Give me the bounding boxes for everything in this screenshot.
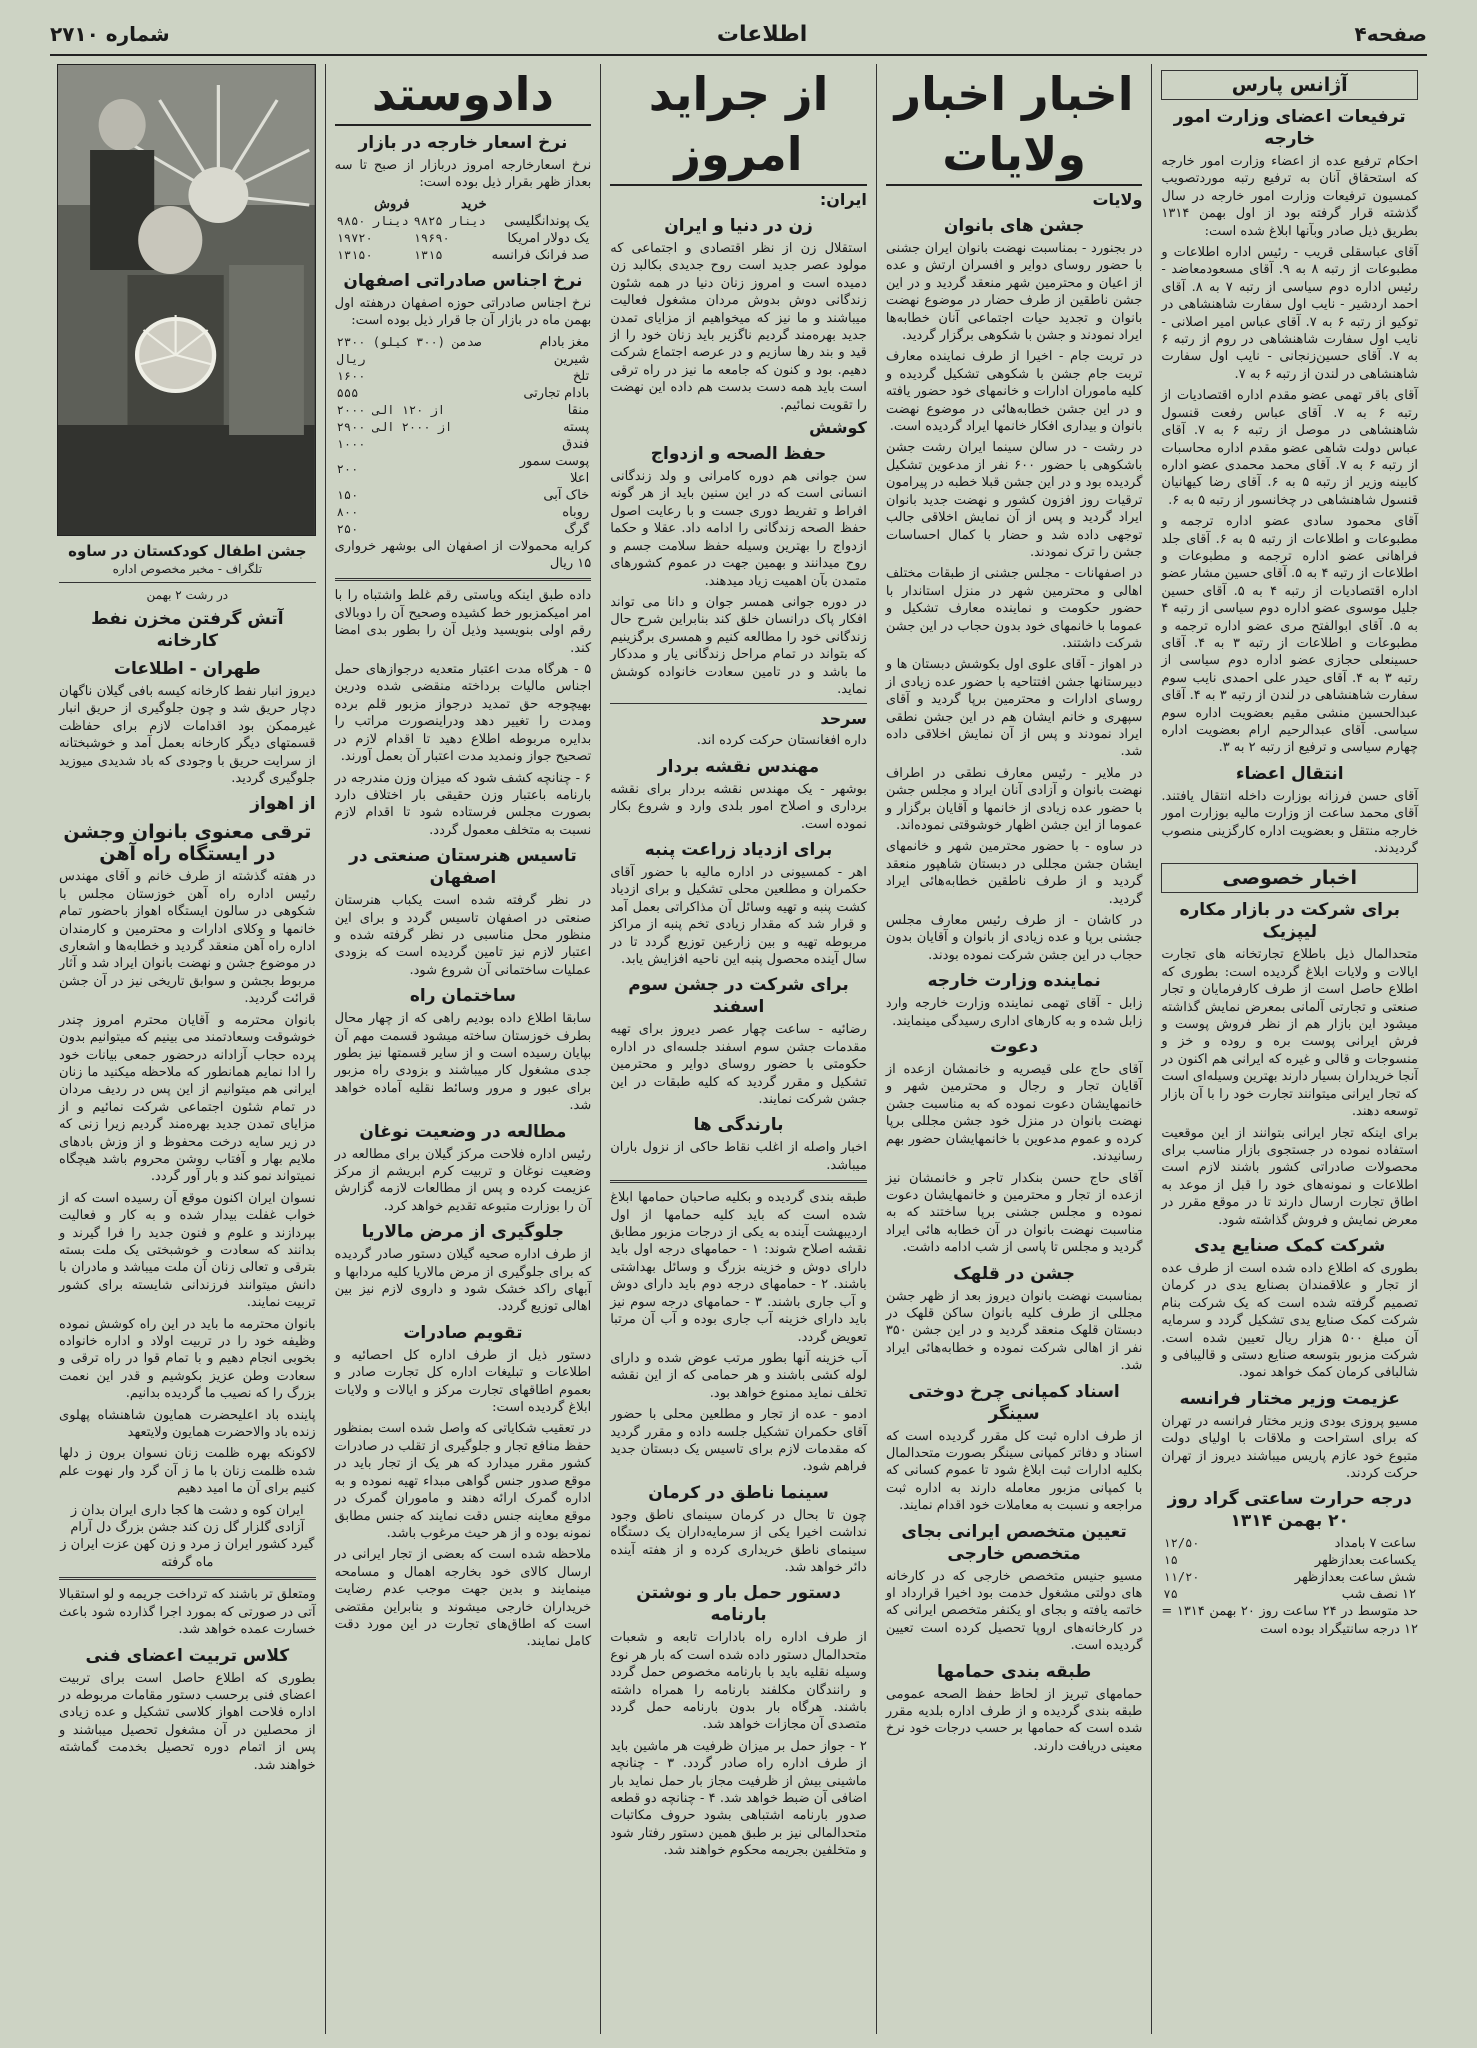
divider — [335, 578, 592, 581]
article-text: استقلال زن از نظر اقتصادی و اجتماعی که مولود عصر جدید است روح جدیدی بکالبد زن دمیده است و امروز زنان دنیا در همه شئون زندگانی دوش بدوش مردان مشغول فعالیت میباشند و ما نیز که میخواهیم از مزایای تمدن جدید بهره‌مند گردیم ناگزیر باید زنان خود را از قید و بند رها سازیم و در عرصه اجتماع شرکت دهیم. بود و کنون که جامعه ما نیز در راه ترقی است باید همه دست بدست هم داده این نهضت را تقویت نمائیم. — [610, 241, 867, 413]
article-text: در رشت - در سالن سینما ایران رشت جشن باشکوهی با حضور ۶۰۰ نفر از مدعوین تشکیل گردیده بود و در این جشن قبلا خطبه در پیرامون ترقیات روز افزون کشور و نهضت جدید بانوان ایراد گردید و پس از آن نمایش اخلاقی جالب توجهی داده شد و حضار با کمال احساسات جشن را ترک نمودند. — [885, 440, 1143, 560]
table-row: یکساعت بعدازظهر ۱۵ — [1163, 1553, 1416, 1569]
table-row: شش ساعت بعدازظهر ۱۱/۲۰ — [1163, 1570, 1416, 1586]
article-text: در تعقیب شکایاتی که واصل شده است بمنظور حفظ منافع تجار و جلوگیری از تقلب در صادرات کشور مقرر میدارد که هر یک از تجار باید در موقع صدور جنس گواهی مبداء تهیه نموده و به اداره گمرک ارائه دهند و ماموران گمرک در موقع معاینه جنس دقت نمایند که جنس مطابق نمونه بوده و از هر حیث مرغوب باشد. — [334, 1421, 592, 1541]
article-text: ۶ - چنانچه کشف شود که میزان وزن مندرجه در بارنامه باعتبار وزن حقیقی بار اختلاف دارد بصورت مجلس فرستاده شود تا اقدام لازم نسبت به متخلف معمول گردد. — [334, 770, 592, 838]
table-row: خاک آبی ۱۵۰ — [336, 487, 590, 503]
headline-tehran-news: طهران - اطلاعات — [113, 659, 261, 679]
headline-industrial-school: تاسیس هنرستان صنعتی در اصفهان — [349, 846, 577, 889]
table-row: یک دولار امریکا ۱۹۶۹۰ ۱۹۷۲۰ — [336, 230, 590, 246]
table-row: یک پوندانگلیسی ۹۸۲۵ دینار ۹۸۵۰ دینار — [336, 213, 590, 229]
headline-temperature: درجه حرارت ساعتی گراد روز ۲۰ بهمن ۱۳۱۴ — [1167, 1489, 1412, 1532]
table-row: پوست سمور اعلا ۲۰۰ — [336, 453, 590, 486]
headline-rainfall: بارندگی ها — [693, 1115, 784, 1136]
article-text: بانوان محترمه ما باید در این راه کوشش نموده وظیفه خود را در تربیت اولاد و اداره خانواده بخوبی انجام دهیم و با تمام قوا در راه ترقی و سعادت وطن عزیز بکوشیم و قدر این نعمت بزرگ را که نصیب ما گردیده بدانیم. — [59, 1316, 316, 1402]
article-text: در ساوه - با حضور محترمین شهر و خانمهای ایشان جشن مجللی در دبستان شاهپور منعقد گردید و از طرف ناطقین خطابه‌هائی ایراد گردید. — [885, 839, 1143, 907]
article-text: آقای باقر تهمی عضو مقدم اداره اقتصادیات از رتبه ۶ به ۷. آقای عباس رفعت قنسول شاهنشاهی در موصل از رتبه ۶ به ۷. آقای عباس دولت شاهی عضو مقدم اداره محاسبات از رتبه ۶ به ۷. آقای محمد محمدی عضو اداره کابینه وزیر از رتبه ۵ به ۶. آقای رضا کیهانیان قنسول شاهنشاهی در چخانسور از رتبه ۵ به ۶. — [1161, 388, 1419, 508]
dateline: در رشت ۲ بهمن — [146, 588, 229, 602]
article-text: اهر - کمسیونی در اداره مالیه با حضور آقای حکمران و مطلعین محلی تشکیل و برای ازدیاد کشت پنبه و تهیه وسائل آن مذاکراتی بعمل آمد و قرار شد که مقدار زیادی تخم پنبه از مراکز مربوطه تهیه و بین زارعین توزیع گردد تا در سال آینده محصول پنبه این ناحیه افزایش یابد. — [610, 864, 867, 967]
section-label: ولایات — [1092, 190, 1143, 209]
photo-illustration — [58, 65, 315, 535]
article-text: در نظر گرفته شده است یکباب هنرستان صنعتی در اصفهان تاسیس گردد و برای این منظور محل مناسبی در نظر گرفته شده و اعتبار لازم نیز تامین گردیده است که بزودی عملیات ساختمانی آن شروع شود. — [334, 893, 592, 978]
table-row: منقا از ۱۲۰ الی ۲۰۰۰ — [336, 402, 590, 418]
article-text: در تربت جام - اخیرا از طرف نماینده معارف تربت جام جشن با شکوهی تشکیل گردیده و کلیه ماموران ادارات و خانمهای خود حضور یافته و در این جشن خطابه‌هائی در موضوع نهضت بانوان و بیداری افکار خانمها ایراد گردیده است. — [885, 349, 1143, 435]
section-label: ایران: — [819, 190, 867, 209]
headline-kerman-cinema: سینما ناطق در کرمان — [648, 1482, 829, 1503]
section-masthead-trade: دادوستد — [335, 64, 592, 126]
paper-name: اطلاعات — [716, 21, 808, 47]
article-text: آب خزینه آنها بطور مرتب عوض شده و دارای لوله کشی باشند و هر حمامی که از این نقشه تخلف نماید ممنوع خواهد بود. — [610, 1350, 867, 1401]
goods-price-table — [335, 334, 592, 538]
article-text: آقای محمود سادی عضو اداره ترجمه و مطبوعات و اطلاعات از رتبه ۵ به ۶. آقای جلد فراهانی عضو اداره ترجمه و مطبوعات و اطلاعات از رتبه ۴ به ۵. آقای حسین مشار عضو اداره اقتصادیات از رتبه ۴ به ۵. آقای حسین جلیل موسوی عضو اداره دوم سیاسی از رتبه ۴ به ۵. آقای ابوالفتح مری عضو اداره ترجمه و مطبوعات و اطلاعات از رتبه ۳ به ۴. آقای حسینعلی حجازی عضو اداره دوم سیاسی از رتبه ۳ به ۴. آقای حیدر علی احمدی نایب سوم سفارت شاهنشاهی در لندن از رتبه ۳ به ۴. آقای عبدالحسین منشی مقیم بعضویت اداره سوم سیاسی. آقای عبدالرحیم ارام بعضویت اداره چهارم سیاسی و ترفیع از رتبه ۲ به ۳. — [1161, 514, 1419, 756]
article-text: در هفته گذشته از طرف خانم و آقای مهندس رئیس اداره راه آهن خوزستان مجلس با شکوهی در سالون ایستگاه اهواز باحضور تمام خانمها و وکلای ادارات و محترمین و کارمندان اداره راه آهن منعقد گردید و خطابه‌ها و اشعاری در موضوع جشن و نهضت بانوان ایراد شد و آثار مربوط بجشن و سوابق تاریخی نیز در آن جشن قرائت گردید. — [59, 869, 316, 1007]
headline-singer: اسناد کمپانی چرخ دوختی سینگر — [908, 1381, 1120, 1424]
headline-invitation: دعوت — [990, 1037, 1039, 1058]
issue-number: شماره ۲۷۱۰ — [50, 22, 170, 46]
article-text: نرخ اسعارخارجه امروز دربازار از صبح تا سه بعداز ظهر بقرار ذیل بوده است: — [334, 158, 592, 191]
article-text: در دوره جوانی همسر جوان و دانا می تواند افکار پاک درانسان خلق کند بنابراین شرح حال زندگانی خود را مطالعه کنیم و همسری برگزینیم که بتواند در تمام مراحل زندگانی یار و مددکار ما باشد و در تامین سعادت خانواده کوشش نماید. — [610, 594, 867, 697]
divider — [59, 1577, 316, 1580]
headline-technical-class: کلاس تربیت اعضای فنی — [85, 1645, 290, 1666]
article-text: سن جوانی هم دوره کامرانی و ولد زندگانی انسانی است که در این سنین باید از هر گونه افراط و تفریط دوری جست و با رعایت اصول حفظ الصحه زندگانی را ادامه داد. عقلا و حکما ازدواج را بهترین وسیله حفظ سلامت جسم و روح میدانند و بهمین جهت در عموم کشورهای متمدن بآن اهمیت زیاد میدهند. — [610, 469, 867, 589]
table-row: پسته از ۲۰۰۰ الی ۲۹۰۰ — [336, 419, 590, 435]
article-text: آقای حسن فرزانه بوزارت داخله انتقال یافتند. آقای محمد ساعت از وزارت مالیه بوزارت امور خارجه منتقل و بعضویت اداره کارگزینی منصوب گردیدند. — [1161, 788, 1418, 857]
headline-oil-depot-fire: آتش گرفتن مخزن نفط کارخانه — [91, 609, 284, 651]
photo-credit: تلگراف - مخبر مخصوص اداره — [112, 562, 263, 576]
table-row: فندق ۱۰۰۰ — [336, 436, 590, 452]
article-text: ۵ - هرگاه مدت اعتبار متعدیه درجوازهای حمل اجناس مالیات برداخته منقضی شده ودرین بهیچوجه حق تمدید درجواز مزبور قلم برده ومدت را تغییر دهد ودراینصورت مراتب را بدایره مربوطه اطلاع دهید تا اقدام لازم در تصحیح جواز ونمدید مدت اعتبار آن بعمل آورند. — [334, 662, 592, 765]
kindergarten-photo — [57, 64, 316, 536]
article-text: آقای حاج حسن بنکدار تاجر و خانمشان نیز ازعده از تجار و محترمین و خانمهایشان دعوت نموده و مجلس جشنی برپا ساختند که به مناسبت نهضت بانوان در آن خطابه هائی ایراد گردید و مجلس تا پاسی از شب ادامه داشت. — [885, 1170, 1143, 1256]
headline-french-minister: عزیمت وزیر مختار فرانسه — [1179, 1388, 1400, 1409]
page-header — [50, 14, 1427, 56]
columns — [50, 64, 1427, 2034]
temperature-table — [1161, 1535, 1418, 1603]
article-text: دستور ذیل از طرف اداره کل احصائیه و اطلاعات و تبلیغات اداره کل تجارت صادر و بعموم اطاقهای تجارت مرکز و ایالات و ولایات ابلاغ گردیده است: — [334, 1347, 592, 1416]
page-label: صفحه۴ — [1354, 22, 1427, 46]
column-trade — [325, 64, 601, 2034]
article-text: ۲ - جواز حمل بر میزان ظرفیت هر ماشین باید از طرف اداره راه صادر گردد. ۳ - چنانچه ماشینی بیش از ظرفیت مجاز بار حمل نماید بار اضافی آن ضبط خواهد شد. ۴ - چنانچه دو قطعه صدور بارنامه اشتباهی بشود حروف مکاتبات متحدالمالی نیز بر طبق همین دستور رفتار شود و متخلفین بجریمه محکوم خواهند شد. — [610, 1738, 867, 1859]
article-text: آقای حاج علی قیصریه و خانمشان ازعده از آقایان تجار و رجال و محترمین شهر و خانمهایشان دعوت نموده که به مناسبت جشن نهضت بانوان در منزل خود جشن مجللی برپا کرده و عموم مدعوین با خانمهایشان حضور بهم رسانیدند. — [885, 1062, 1143, 1165]
article-text: متحدالمال ذیل باطلاع تجارتخانه های تجارت ایالات و ولایات ابلاغ گردیده است: بطوری که اطلاع حاصل است از طرف کارفرمایان و تجار صنعتی و تجارتی آلمانی بمعرض نمایش گذاشته میشود این بازار هم از نظر فروش پوست و فرش ایرانی پوست بره و روده و خز و منسوجات و قالی و غیره که ایرانی هم اکنون در آنجا خریداران بسیار دارند بهترین وسیله‌ای است که تجار ایرانی میتوانند تجارت خود را با آن بازار توسعه دهند. — [1161, 947, 1418, 1120]
section-masthead-press: از جراید امروز — [610, 64, 867, 186]
source-label: سرحد — [820, 709, 867, 729]
article-text: دیروز انبار نفط کارخانه کیسه بافی گیلان ناگهان دچار حریق شد و چون جلوگیری از حریق انبار غیرممکن بود اقدامات لازم برای حفاظت قسمتهای دیگر کارخانه بعمل آمد و خوشبختانه از سرایت حریق با وجودی که باد شدیدی میوزید جلوگیری گردید. — [59, 684, 316, 787]
headline-handicraft-company: شرکت کمک صنایع یدی — [1194, 1235, 1386, 1256]
article-text: سابقا اطلاع داده بودیم راهی که از چهار محال بطرف خوزستان ساخته میشود قسمت مهم آن بپایان رسیده است و از سایر قسمتها نیز بطور جدی مشغول کار میباشند و بزودی راه مزبور برای عبور و مرور وسائط نقلیه آماده خواهد شد. — [334, 1011, 592, 1114]
section-masthead-news: اخبار اخبار ولایات — [886, 64, 1143, 186]
article-text: حمامهای تبریز از لحاظ حفظ الصحه عمومی طبقه بندی گردیده و از طرف اداره بلدیه مقرر شده است که حمامها بر حسب درجات خود نرخ معینی دریافت دارند. — [885, 1686, 1143, 1754]
headline-bath-classification: طبقه بندی حمامها — [936, 1661, 1092, 1682]
table-row: تلخ ۱۶۰۰ — [336, 368, 590, 384]
article-text: زابل - آقای تهمی نماینده وزارت خارجه وارد زابل شده و به کارهای اداری رسیدگی مینمایند. — [885, 996, 1143, 1029]
headline-silkworm: مطالعه در وضعیت نوغان — [359, 1121, 567, 1142]
article-text: در بجنورد - بمناسبت نهضت بانوان ایران جشنی با حضور روسای دوایر و افسران ارتش و عده از اعیان و محترمین شهر منعقد گردید و در این جشن ناطقین از طرف حضار در موضوع نهضت بانوان و تجدید حیات اجتماعی آنان خطابه‌ها ایراد نمودند و جشن با شکوهی برگزار گردید. — [885, 241, 1143, 344]
article-text: از طرف اداره ثبت کل مقرر گردیده است که اسناد و دفاتر کمپانی سینگر بصورت متحدالمال بکلیه ادارات ثبت ابلاغ شود تا عموم کسانی که با کمپانی مزبور معامله دارند به اداره ثبت مراجعه و نسبت به معاملات خود اقدام نمایند. — [885, 1428, 1143, 1514]
article-text: بانوان محترمه و آقایان محترم امروز چندر خوشوقت وسعادتمند می بینیم که میتوانیم بدون پرده حجاب آزادانه درحضور جمعی بیانات خود را ادا نمایم همانطور که ملاحظه میکنید ما زنان ایرانی هم میتوانیم از این پس در ردیف مردان در تمام شئون اجتماعی شرکت نمائیم و از مزایای تمدن جدید بهره‌مند گردیم زیرا زنی که در زیر سایه درخت محفوظ و از وزش بادهای ملایم بهار و آفتاب روشن محروم باشد هیچگاه نمیتواند نمو کند و بار آور گردد. — [59, 1012, 316, 1185]
agency-title: آژانس پارس — [1161, 70, 1418, 100]
article-text: در ملایر - رئیس معارف نطقی در اطراف نهضت بانوان و آزادی آنان ایراد و مجلس جشن با حضور عده زیادی از خانمها و آقایان برگزار و عموما از این جشن اظهار خوشوقتی نموده‌اند. — [885, 765, 1143, 833]
headline-cotton: برای ازدیاد زراعت پنبه — [644, 839, 833, 860]
headline-women-progress: ترقی معنوی بانوان وجشن در ایستگاه راه آهن — [63, 821, 312, 866]
headline-esfand-celebration: برای شرکت در جشن سوم اسفند — [628, 975, 849, 1018]
column-provinces — [876, 64, 1152, 2034]
article-text: بطوری که اطلاع داده شده است از طرف عده از تجار و علاقمندان بصنایع یدی در کرمان تصمیم گرفته شده است که یک شرکت بنام شرکت کمک صنایع یدی تشکیل گردد و سرمایه آن مبلغ ۵۰۰ هزار ریال تعیین شده است. شرکت مزبور بتوسعه صنایع دستی و قالیبافی و شالبافی کرمان کمک خواهد نمود. — [1161, 1260, 1418, 1381]
headline-women-world-iran: زن در دنیا و ایران — [664, 216, 813, 236]
column-photo-ahvaz — [50, 64, 325, 2034]
divider — [610, 703, 867, 704]
headline-from-ahvaz: از اهواز — [250, 794, 316, 815]
photo-caption: جشن اطفال کودکستان در ساوه — [68, 542, 307, 560]
divider — [59, 582, 316, 583]
article-text: طبقه بندی گردیده و بکلیه صاحبان حمامها ابلاغ شده است که باید کلیه حمامها از اول اردیبهشت آینده به یکی از درجات مزبور مطابق نقشه اصلاح شوند: ۱ - حمامهای درجه اول باید دارای دوش و خزینه بزرگ و وسائل بهداشتی باشند. ۲ - حمامهای درجه دوم باید دارای دوش و آب جاری باشند. ۳ - حمامهای درجه سوم نیز باید دارای خزینه آب جاری بوده و آب آن مرتبا تعویض گردد. — [610, 1190, 867, 1345]
article-text: لاکونکه بهره ظلمت زنان نسوان برون ز دلها شده ظلمت زنان با ما ز آن گرد وار نهوت علم کنیم برای آن ما امید دهیم — [59, 1446, 316, 1497]
article-text: ومتعلق تر باشند که ترداخت جریمه و لو استقبالا آتی در صورتی که بمورد اجرا گذارده شود باعث خسارت عمده خواهد شد. — [59, 1587, 316, 1638]
headline-promotions: ترفیعات اعضای وزارت امور خارجه — [1173, 107, 1406, 149]
section-private-news: اخبار خصوصی — [1161, 863, 1418, 893]
column-todays-press — [600, 64, 876, 2034]
article-text: کرایه محمولات از اصفهان الی بوشهر خرواری ۱۵ ریال — [334, 538, 592, 572]
headline-isfahan-exports: نرخ اجناس صادراتی اصفهان — [343, 270, 583, 291]
article-text: در اصفهانات - مجلس جشنی از طبقات مختلف اهالی و محترمین شهر در منزل استاندار با حضور حکومت و نماینده معارف تشکیل و عموما با خانمهای خود بدون حجاب در این جشن شرکت داشتند. — [885, 566, 1143, 651]
article-text: رئیس اداره فلاحت مرکز گیلان برای مطالعه در وضعیت نوغان و تربیت کرم ابریشم از مرکز عزیمت کرده و پس از مطالعات لازمه گزارش آن را بوزارت متبوعه تقدیم خواهد کرد. — [334, 1146, 592, 1214]
article-text: بوشهر - یک مهندس نقشه بردار برای نقشه برداری و اصلاح امور بلدی وارد و شروع بکار نموده است. — [610, 781, 867, 832]
article-text: در اهواز - آقای علوی اول بکوشش دبستان ها و دبیرستانها جشن افتتاحیه با حضور عده زیادی از روسای ادارات و محترمین برپا گردید و آقای سپهری و خانم ایشان هم در این جشن نطقی ایراد نمودند و پس از آن نمایش اخلاقی داده شد. — [885, 657, 1143, 760]
headline-hygiene-marriage: حفظ الصحه و ازدواج — [650, 444, 827, 465]
article-text: ادمو - عده از تجار و مطلعین محلی با حضور آقای حکمران تشکیل جلسه داده و مقرر گردید که مقدمات لازم برای تاسیس یک دبستان جدید فراهم شود. — [610, 1407, 867, 1475]
article-text: رضائیه - ساعت چهار عصر دیروز برای تهیه مقدمات جشن سوم اسفند جلسه‌ای در اداره حکومتی با حضور روسای دوایر و محترمین تشکیل و مقرر گردید که کلیه طبقات در این جشن شرکت نمایند. — [610, 1022, 867, 1108]
headline-export-valuation: تقویم صادرات — [403, 1322, 523, 1343]
headline-malaria: جلوگیری از مرض مالاریا — [361, 1222, 565, 1243]
headline-foreign-ministry-rep: نماینده وزارت خارجه — [927, 971, 1101, 992]
table-row: بادام تجارتی ۵۵۵ — [336, 385, 590, 401]
table-row: ۱۲ نصف شب ۷۵ — [1163, 1587, 1416, 1603]
article-text: برای اینکه تجار ایرانی بتوانند از این موقعیت استفاده نموده در جستجوی بازار مناسب برای محصولات صادراتی کشور باشند لازم است اطلاعات و نمونه‌های خود را قبل از موعد به اطاق تجارت ارسال دارند تا در موقع مقرر در معرض نمایش و فروش گذاشته شود. — [1161, 1125, 1418, 1228]
headline-leipzig-fair: برای شرکت در بازار مکاره لیپزیک — [1179, 900, 1400, 943]
article-text: از طرف اداره راه بادارات تابعه و شعبات متحدالمال دستور داده شده است که بار هر نوع وسیله نقلیه باید با بارنامه مخصوص حمل گردد و رانندگان مکلفند بارنامه را همراه داشته باشند. هرگاه بار بدون بارنامه حمل گردد متصدی آن مجازات خواهد شد. — [610, 1630, 867, 1733]
column-pars-agency — [1151, 64, 1427, 2034]
article-text: چون تا بحال در کرمان سینمای ناطق وجود نداشت اخیرا یکی از سرمایه‌داران یک دستگاه سینمای ناطق خریداری کرده و از هفته آینده دائر خواهد شد. — [610, 1507, 867, 1575]
table-row: روباه ۸۰۰ — [336, 504, 590, 520]
article-text: احکام ترفیع عده از اعضاء وزارت امور خارجه که استحقاق آنان به ترفیع رتبه موردتصویب کمسیون ترفیعات وزارت امور خارجه در سال گذشته قرار گرفته بود از اول بهمن ۱۳۱۴ بطریق ذیل صادر وبآنها ابلاغ شده است: — [1161, 154, 1418, 239]
poem-verse: ایران کوه و دشت ها کجا داری ایران بدان ز آزادی گلزار گل زن کند جشن بزرگ دل آرام گیرد کشور ایران ز مرد و زن کهن عزت ایران ز ماه گرفته — [60, 1502, 315, 1570]
article-text: پاینده باد اعلیحضرت همایون شاهنشاه پهلوی زنده باد والاحضرت همایون ولایتعهد — [59, 1407, 316, 1441]
article-text: اخبار واصله از اغلب نقاط حاکی از نزول باران میباشد. — [610, 1140, 867, 1173]
table-row: گرگ ۲۵۰ — [336, 521, 590, 537]
headline-iranian-expert: تعیین متخصص ایرانی بجای متخصص خارجی — [901, 1521, 1127, 1564]
headline-surveyor: مهندس نقشه بردار — [657, 756, 820, 777]
article-text: ملاحظه شده است که بعضی از تجار ایرانی در ارسال کالای خود بخارجه اهمال و مسامحه مینمایند و بدین جهت موجب عدم رضایت خریداران خارجی میشوند و بنابراین مقتضی است که اطاق‌های تجارت در این مورد دقت کامل نمایند. — [334, 1547, 592, 1650]
temperature-note: حد متوسط در ۲۴ ساعت روز ۲۰ بهمن ۱۳۱۴ = ۱۲ درجه سانتیگراد بوده است — [1161, 1604, 1418, 1637]
source-label: کوشش — [809, 418, 867, 438]
article-text: نسوان ایران اکنون موقع آن رسیده است که از خواب غفلت بیدار شده و به کار و فعالیت بپردازند و علوم و فنون جدید را فرا گیرند و بدانند که سعادت و خوشبختی یک ملت بسته بترقی و تعالی زنان آن ملت میباشد و مادران با دانش میتوانند فرزندانی شایسته برای کشور تربیت نمایند. — [59, 1190, 316, 1311]
article-text: بمناسبت نهضت بانوان دیروز بعد از ظهر جشن مجللی از طرف کلیه بانوان ساکن قلهک در دبستان قلهک منعقد گردید و در این جشن ۳۵۰ نفر از اهالی شرکت نموده و خطابه‌هائی ایراد شد. — [885, 1288, 1143, 1374]
table-header: خرید فروش — [374, 196, 487, 212]
headline-bill-of-lading: دستور حمل بار و نوشتن بارنامه — [636, 1583, 841, 1626]
headline-exchange-rates: نرخ اسعار خارجه در بازار — [358, 133, 568, 153]
article-text: در کاشان - از طرف رئیس معارف مجلس جشنی برپا و عده زیادی از بانوان و آقایان بدون حجاب در این جشن شرکت نموده بودند. — [885, 913, 1143, 963]
headline-women-celebrations: جشن های بانوان — [943, 216, 1085, 236]
exchange-rate-table — [335, 196, 592, 264]
headline-transfers: انتقال اعضاء — [1235, 763, 1344, 784]
article-text: مسیو پروزی بودی وزیر مختار فرانسه در تهران که برای استراحت و ملاقات با اولیای دولت متبوع خود عازم پاریس میباشند دیروز از تهران حرکت کردند. — [1161, 1413, 1418, 1481]
divider — [610, 1180, 867, 1183]
article-text: مسیو جنیس متخصص خارجی که در کارخانه های دولتی مشغول خدمت بود اخیرا قرارداد او خاتمه یافته و بجای او یکنفر متخصص ایرانی که در کارخانه‌های اروپا تحصیل کرده است تعیین گردیده است. — [885, 1568, 1143, 1654]
article-text: بطوری که اطلاع حاصل است برای تربیت اعضای فنی برحسب دستور مقامات مربوطه در اداره فلاحت اهواز کلاسی تشکیل و عده زیادی از محصلین در آن مشغول تحصیل میباشند و پس از اتمام دوره تحصیل بخدمت گماشته خواهند شد. — [59, 1670, 316, 1773]
headline-road-construction: ساختمان راه — [409, 986, 516, 1007]
table-row: ساعت ۷ بامداد ۱۲/۵۰ — [1163, 1536, 1416, 1552]
article-text: داده طبق اینکه ویاستی رقم غلط واشتباه را با امر امیکمزبور خط کشیده وصحیح آن را دوبالای رقم اولی بنویسید وذیل آن را بطور بدی امضا کند. — [334, 588, 592, 656]
article-text: نرخ اجناس صادراتی حوزه اصفهان درهفته اول بهمن ماه در بازار آن جا قرار ذیل بوده است: — [334, 295, 592, 329]
table-row: مغز بادام شیرین صدمن (۳۰۰ کیلو) ۲۳۰۰ ریال — [336, 334, 590, 367]
article-text: آقای عباسقلی قریب - رئیس اداره اطلاعات و مطبوعات از رتبه ۸ به ۹. آقای مسعودمعاضد - رئیس اداره دوم سیاسی از رتبه ۷ به ۸. آقای احمد اردشیر - نایب اول سفارت شاهنشاهی در توکیو از رتبه ۶ به ۷. آقای عباس امیر اصلانی - نایب اول سفارت شاهنشاهی در روم از رتبه ۶ به ۷. آقای حسین‌زنجانی - نایب اول سفارت شاهنشاهی در لندن از رتبه ۶ به ۷. — [1161, 245, 1418, 382]
article-text: از طرف اداره صحیه گیلان دستور صادر گردیده که برای جلوگیری از مرض مالاریا کلیه مردابها و آبهای راکد خشک شود و داروی لازم نیز بین اهالی توزیع گردد. — [334, 1247, 592, 1315]
table-row: صد فرانک فرانسه ۱۳۱۵ ۱۳۱۵۰ — [336, 247, 590, 263]
headline-qolhak: جشن در قلهک — [953, 1263, 1076, 1284]
article-text: داره افغانستان حرکت کرده اند. — [696, 733, 867, 749]
